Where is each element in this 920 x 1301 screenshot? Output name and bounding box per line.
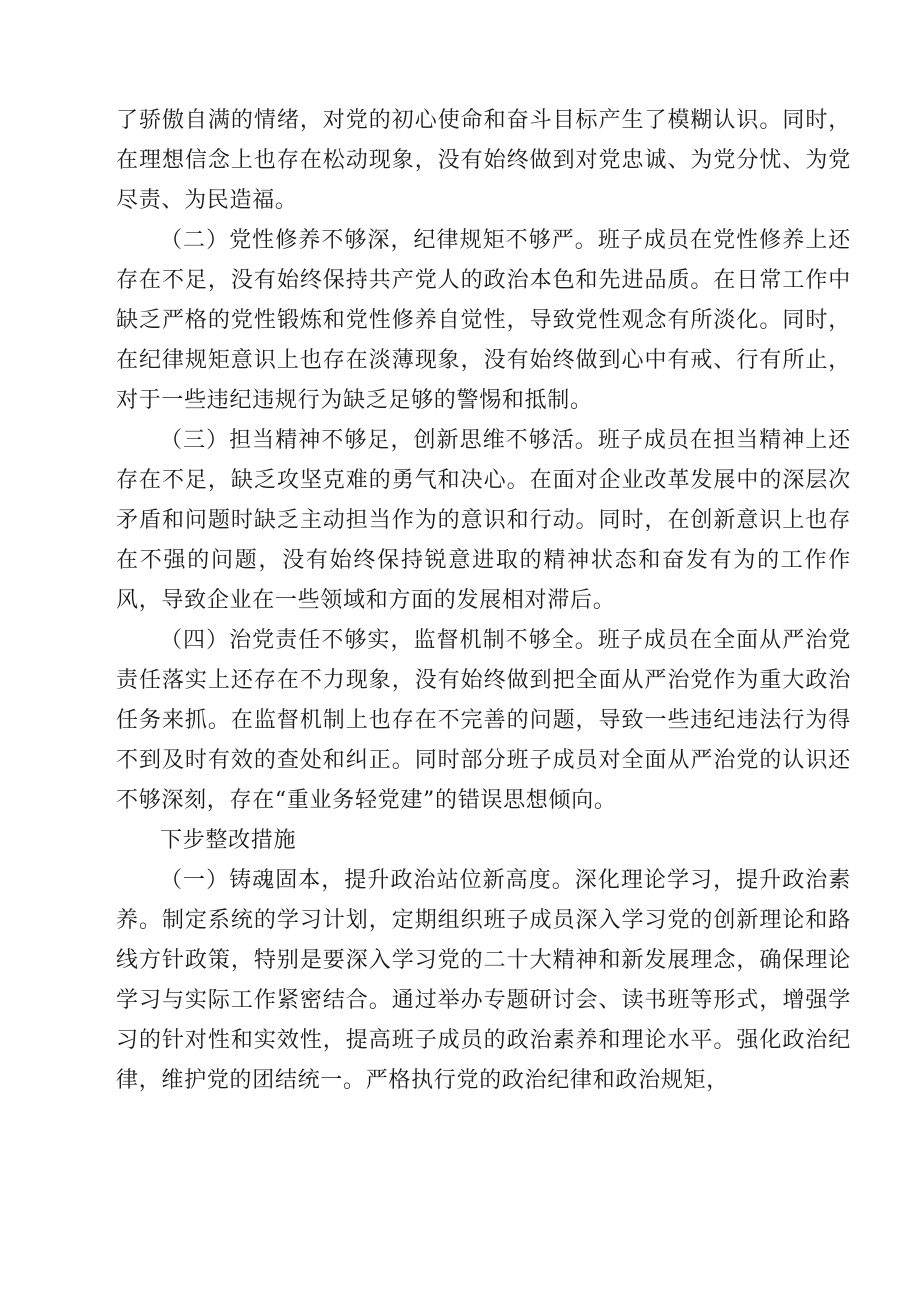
paragraph-party-spirit: （二）党性修养不够深，纪律规矩不够严。班子成员在党性修养上还存在不足，没有始终保持共产党人的政治本色和先进品质。在日常工作中缺乏严格的党性锻炼和党性修养自觉性，导致党性观念有所淡化。同时，在纪律规矩意识上也存在淡薄现象，没有始终做到心中有戒、行有所止，对于一些违纪违规行为缺乏足够的警惕和抵制。 [116, 228, 851, 413]
paragraph-party-governance: （四）治党责任不够实，监督机制不够全。班子成员在全面从严治党责任落实上还存在不力现象，没有始终做到把全面从严治党作为重大政治任务来抓。在监督机制上也存在不完善的问题，导致一些违纪违法行为得不到及时有效的查处和纠正。同时部分班子成员对全面从严治党的认识还不够深刻，存在“重业务轻党建”的错误思想倾向。 [116, 628, 851, 813]
paragraph-rectification-1: （一）铸魂固本，提升政治站位新高度。深化理论学习，提升政治素养。制定系统的学习计划，定期组织班子成员深入学习党的创新理论和路线方针政策，特别是要深入学习党的二十大精神和新发展理念，确保理论学习与实际工作紧密结合。通过举办专题研讨会、读书班等形式，增强学习的针对性和实效性，提高班子成员的政治素养和理论水平。强化政治纪律，维护党的团结统一。严格执行党的政治纪律和政治规矩， [116, 868, 851, 1093]
paragraph-responsibility-innovation: （三）担当精神不够足，创新思维不够活。班子成员在担当精神上还存在不足，缺乏攻坚克难的勇气和决心。在面对企业改革发展中的深层次矛盾和问题时缺乏主动担当作为的意识和行动。同时，在创新意识上也存在不强的问题，没有始终保持锐意进取的精神状态和奋发有为的工作作风，导致企业在一些领域和方面的发展相对滞后。 [116, 428, 851, 613]
section-heading-next-steps: 下步整改措施 [160, 828, 297, 853]
document-body [116, 101, 851, 1101]
paragraph-continuation: 了骄傲自满的情绪，对党的初心使命和奋斗目标产生了模糊认识。同时，在理想信念上也存在松动现象，没有始终做到对党忠诚、为党分忧、为党尽责、为民造福。 [116, 108, 851, 213]
